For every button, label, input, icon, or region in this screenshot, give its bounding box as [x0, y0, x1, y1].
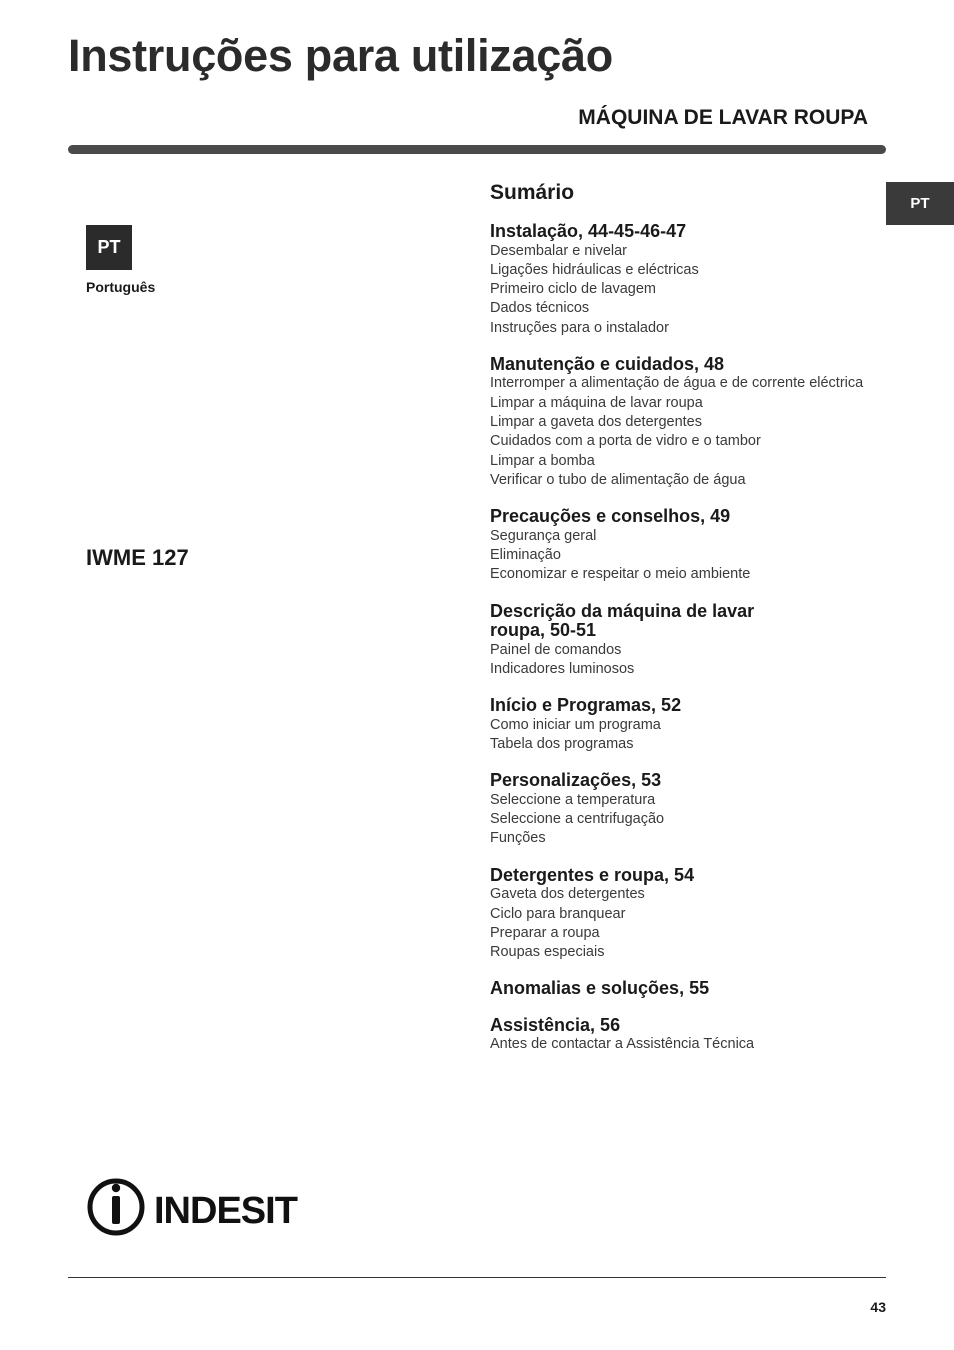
toc-section-item: Tabela dos programas [490, 736, 634, 753]
toc-section-item: Ciclo para branquear [490, 905, 626, 922]
toc-section-title: Descrição da máquina de lavar roupa, 50-51 [490, 600, 755, 641]
toc-section-title: Assistência, 56 [490, 1014, 621, 1035]
toc-section-item: Roupas especiais [490, 944, 605, 961]
toc-section-title: Anomalias e soluções, 55 [490, 978, 710, 999]
toc-section-item: Seleccione a centrifugação [490, 811, 665, 828]
toc-section-item: Como iniciar um programa [490, 716, 661, 733]
toc-section [490, 771, 880, 848]
table-of-contents [490, 180, 880, 1072]
language-badge: PT [86, 225, 132, 270]
toc-section [490, 696, 880, 754]
toc-section-item: Cuidados com a porta de vidro e o tambor [490, 433, 761, 450]
toc-heading: Sumário [490, 181, 575, 204]
toc-section [490, 979, 880, 999]
toc-section [490, 222, 880, 338]
toc-section-item: Primeiro ciclo de lavagem [490, 281, 657, 298]
toc-section-item: Funções [490, 830, 546, 847]
indesit-logo [86, 1174, 316, 1236]
toc-section-title: Manutenção e cuidados, 48 [490, 353, 725, 374]
toc-section [490, 866, 880, 963]
footer-divider [68, 1277, 886, 1278]
toc-section-item: Limpar a gaveta dos detergentes [490, 414, 702, 431]
page-title: Instruções para utilização [68, 30, 613, 81]
toc-section-item: Segurança geral [490, 527, 597, 544]
page-subtitle: MÁQUINA DE LAVAR ROUPA [578, 106, 868, 129]
toc-section-item: Gaveta dos detergentes [490, 886, 645, 903]
toc-section [490, 1016, 880, 1055]
toc-section-title: Início e Programas, 52 [490, 695, 682, 716]
toc-section-item: Painel de comandos [490, 641, 622, 658]
toc-section [490, 507, 880, 584]
toc-section-title: Personalizações, 53 [490, 770, 662, 791]
language-name: Português [86, 279, 156, 295]
language-side-tab: PT [886, 182, 954, 225]
toc-section-item: Seleccione a temperatura [490, 791, 656, 808]
toc-section-item: Instruções para o instalador [490, 319, 669, 336]
header-divider [68, 145, 886, 154]
toc-section-title: Detergentes e roupa, 54 [490, 864, 695, 885]
toc-section-item: Desembalar e nivelar [490, 242, 628, 259]
toc-section [490, 355, 880, 490]
toc-section-title: Precauções e conselhos, 49 [490, 506, 731, 527]
toc-section-item: Limpar a máquina de lavar roupa [490, 394, 703, 411]
toc-section [490, 602, 880, 680]
toc-section-item: Limpar a bomba [490, 452, 595, 469]
toc-section-item: Ligações hidráulicas e eléctricas [490, 261, 699, 278]
toc-section-title: Instalação, 44-45-46-47 [490, 221, 687, 241]
toc-section-item: Preparar a roupa [490, 924, 600, 941]
logo-wordmark: INDESIT [154, 1190, 297, 1232]
model-name: IWME 127 [86, 545, 189, 570]
toc-section-item: Verificar o tubo de alimentação de água [490, 471, 746, 488]
toc-section-item: Eliminação [490, 547, 561, 564]
toc-sections [490, 222, 880, 1055]
toc-section-item: Interromper a alimentação de água e de corrente eléctrica [490, 375, 864, 392]
toc-section-item: Dados técnicos [490, 300, 590, 317]
toc-section-item: Antes de contactar a Assistência Técnica [490, 1036, 755, 1053]
toc-section-item: Economizar e respeitar o meio ambiente [490, 566, 751, 583]
indesit-logo-icon [90, 1181, 142, 1233]
toc-section-item: Indicadores luminosos [490, 660, 635, 677]
page-number: 43 [870, 1299, 886, 1315]
